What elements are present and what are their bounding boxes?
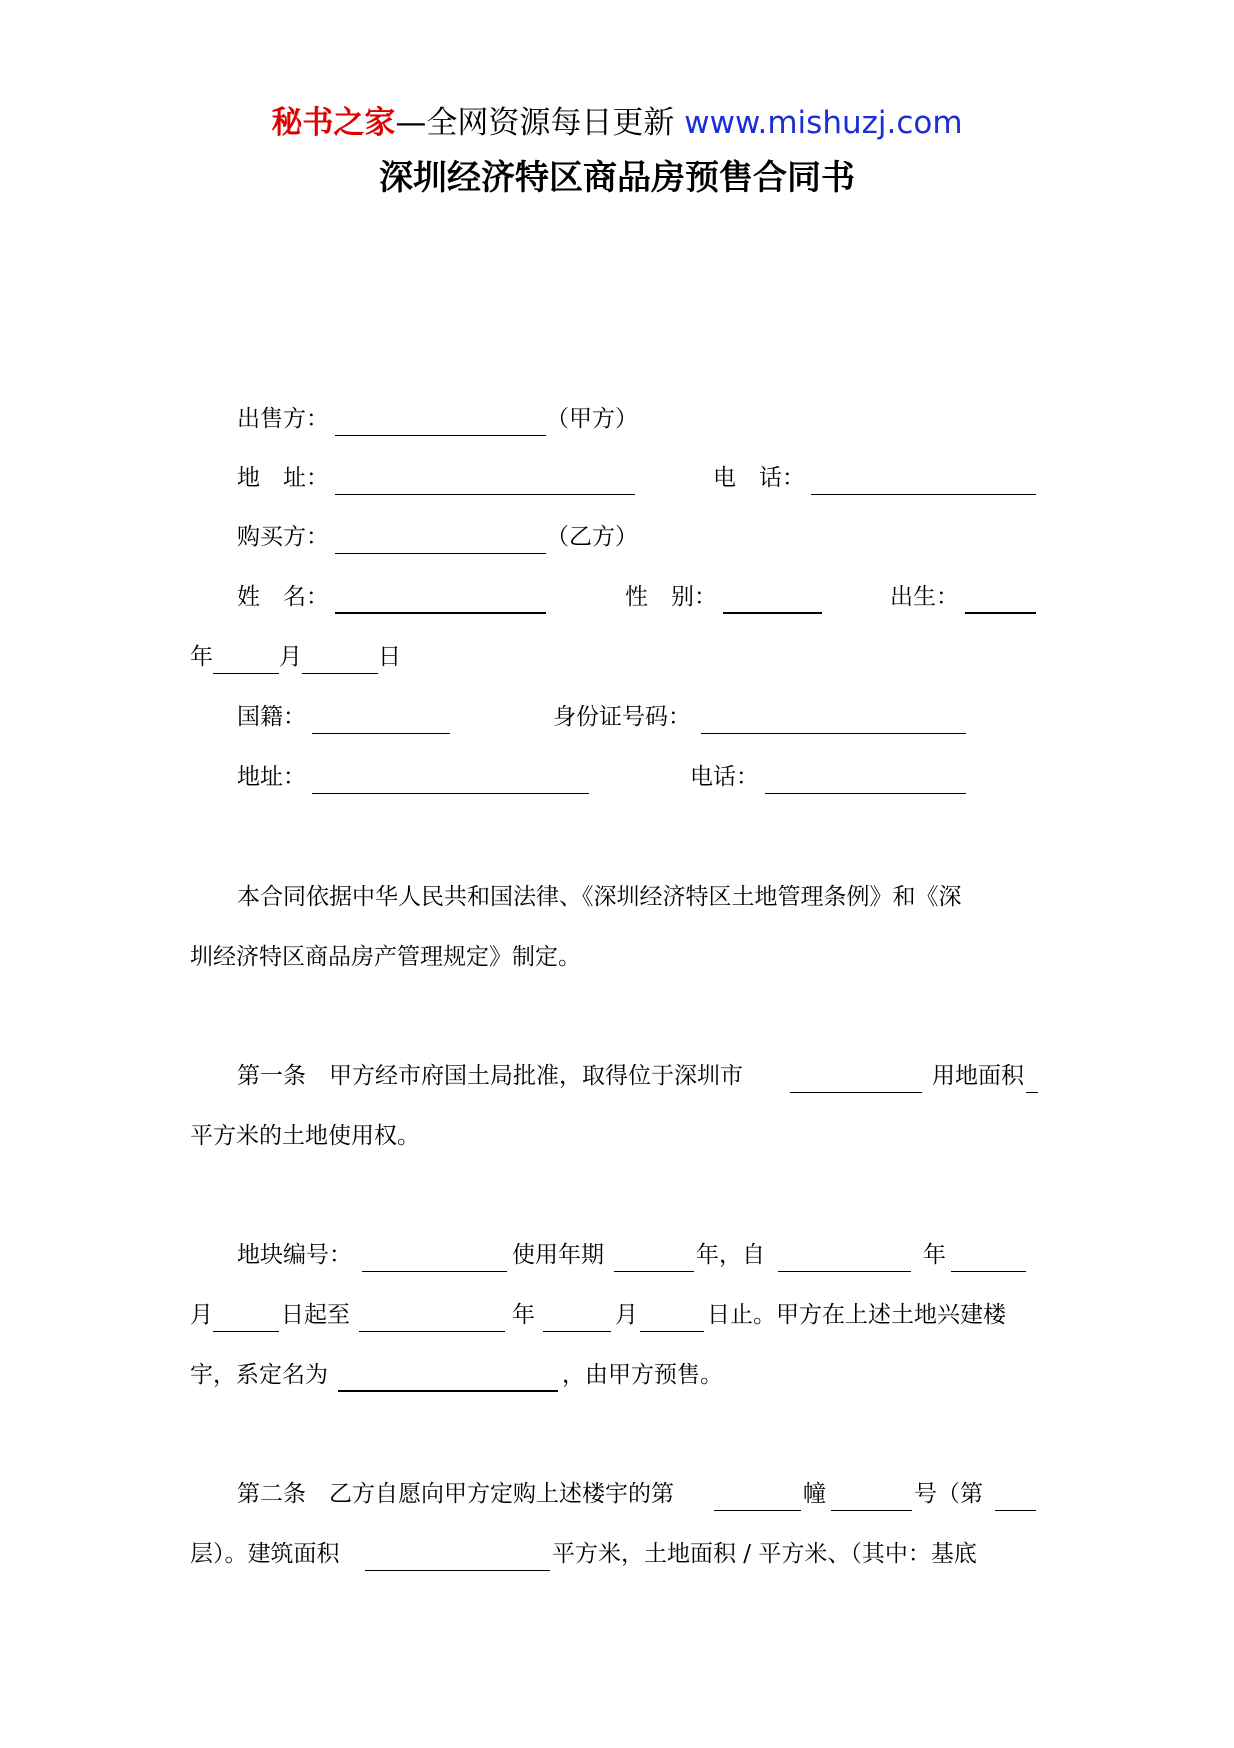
seller-role: （甲方） <box>546 406 638 432</box>
article1-area-blank[interactable] <box>1026 1059 1038 1093</box>
buyer-name-label: 姓 名： <box>237 584 329 610</box>
buyer-label: 购买方： <box>237 524 329 550</box>
site-header <box>0 103 1234 143</box>
end-month-label: 月 <box>615 1302 638 1328</box>
start-year-label: 年 <box>923 1242 946 1268</box>
building-number-blank[interactable] <box>714 1477 801 1511</box>
floor-blank[interactable] <box>995 1477 1036 1511</box>
id-number-blank[interactable] <box>701 700 966 734</box>
unit-number-label: 号（第 <box>914 1481 983 1507</box>
article1-text-2: 平方米的土地使用权。 <box>190 1123 420 1149</box>
seller-address-label: 地 址： <box>237 465 329 491</box>
floor-label: 层）。建筑面积 <box>190 1541 340 1567</box>
article1-text-b: 用地面积 <box>932 1063 1024 1089</box>
seller-address-blank[interactable] <box>335 461 635 495</box>
buyer-line <box>190 520 1046 554</box>
buyer-phone-label: 电话： <box>690 764 759 790</box>
seller-phone-label: 电 话： <box>713 465 805 491</box>
brand-name: 秘书之家 <box>271 105 396 141</box>
nationality-label: 国籍： <box>237 704 306 730</box>
buyer-personal-line <box>190 580 1046 614</box>
building-name-blank[interactable] <box>338 1358 558 1392</box>
buyer-phone-blank[interactable] <box>765 760 966 794</box>
buyer-gender-blank[interactable] <box>723 580 822 614</box>
article1-line-1 <box>190 1059 1046 1093</box>
seller-label: 出售方： <box>237 406 329 432</box>
buyer-address-blank[interactable] <box>312 760 589 794</box>
parcel-label: 地块编号： <box>237 1242 352 1268</box>
term-blank[interactable] <box>614 1238 694 1272</box>
preamble-line-1 <box>190 880 1046 914</box>
land-line-2 <box>190 1298 1046 1332</box>
start-month-blank[interactable] <box>951 1238 1026 1272</box>
buyer-contact-line <box>190 760 1046 794</box>
article1-line-2 <box>190 1119 1046 1153</box>
term-year-from: 年，自 <box>696 1242 765 1268</box>
buyer-birth-label: 出生： <box>890 584 959 610</box>
term-label: 使用年期 <box>512 1242 604 1268</box>
article2-line-2 <box>190 1537 1046 1571</box>
article1-text-a: 第一条 甲方经市府国土局批准，取得位于深圳市 <box>237 1063 743 1089</box>
end-day-text: 日止。甲方在上述土地兴建楼 <box>707 1302 1006 1328</box>
land-line-1 <box>190 1238 1046 1272</box>
seller-phone-blank[interactable] <box>811 461 1036 495</box>
nationality-blank[interactable] <box>312 700 450 734</box>
end-year-blank[interactable] <box>359 1298 505 1332</box>
seller-line <box>190 402 1046 436</box>
buyer-blank[interactable] <box>335 520 546 554</box>
birth-month-label: 月 <box>279 644 302 670</box>
area-text: 平方米，土地面积 / 平方米、（其中：基底 <box>552 1541 977 1567</box>
building-name-label: 宇，系定名为 <box>190 1362 328 1388</box>
buyer-name-blank[interactable] <box>335 580 546 614</box>
preamble-line-2 <box>190 940 1046 974</box>
parcel-blank[interactable] <box>362 1238 507 1272</box>
land-line-3 <box>190 1358 1046 1392</box>
article1-location-blank[interactable] <box>790 1059 922 1093</box>
start-month-label: 月 <box>190 1302 213 1328</box>
from-day-label: 日起至 <box>281 1302 350 1328</box>
header-tagline: —全网资源每日更新 <box>395 105 675 141</box>
id-number-label: 身份证号码： <box>553 704 691 730</box>
preamble-text-2: 圳经济特区商品房产管理规定》制定。 <box>190 944 581 970</box>
birth-year-blank[interactable] <box>213 640 279 674</box>
birth-year-label: 年 <box>190 644 213 670</box>
end-month-blank[interactable] <box>543 1298 611 1332</box>
building-label: 幢 <box>803 1481 826 1507</box>
seller-blank[interactable] <box>335 402 546 436</box>
document-title: 深圳经济特区商品房预售合同书 <box>379 158 855 198</box>
birth-date-line <box>190 640 1046 674</box>
buyer-birth-blank[interactable] <box>965 580 1036 614</box>
birth-month-blank[interactable] <box>302 640 378 674</box>
unit-number-blank[interactable] <box>831 1477 912 1511</box>
start-day-blank[interactable] <box>213 1298 279 1332</box>
birth-day-label: 日 <box>378 644 401 670</box>
buyer-role: （乙方） <box>546 524 638 550</box>
floor-area-blank[interactable] <box>365 1537 550 1571</box>
article2-line-1 <box>190 1477 1046 1511</box>
preamble-text-1: 本合同依据中华人民共和国法律、《深圳经济特区土地管理条例》和《深 <box>237 884 962 910</box>
buyer-address-label: 地址： <box>237 764 306 790</box>
article2-text-a: 第二条 乙方自愿向甲方定购上述楼宇的第 <box>237 1481 674 1507</box>
presale-text: ，由甲方预售。 <box>562 1362 723 1388</box>
start-year-blank[interactable] <box>778 1238 911 1272</box>
buyer-gender-label: 性 别： <box>625 584 717 610</box>
buyer-id-line <box>190 700 1046 734</box>
seller-contact-line <box>190 461 1046 495</box>
end-year-label: 年 <box>512 1302 535 1328</box>
end-day-blank[interactable] <box>640 1298 704 1332</box>
site-url: www.mishuzj.com <box>684 105 963 141</box>
